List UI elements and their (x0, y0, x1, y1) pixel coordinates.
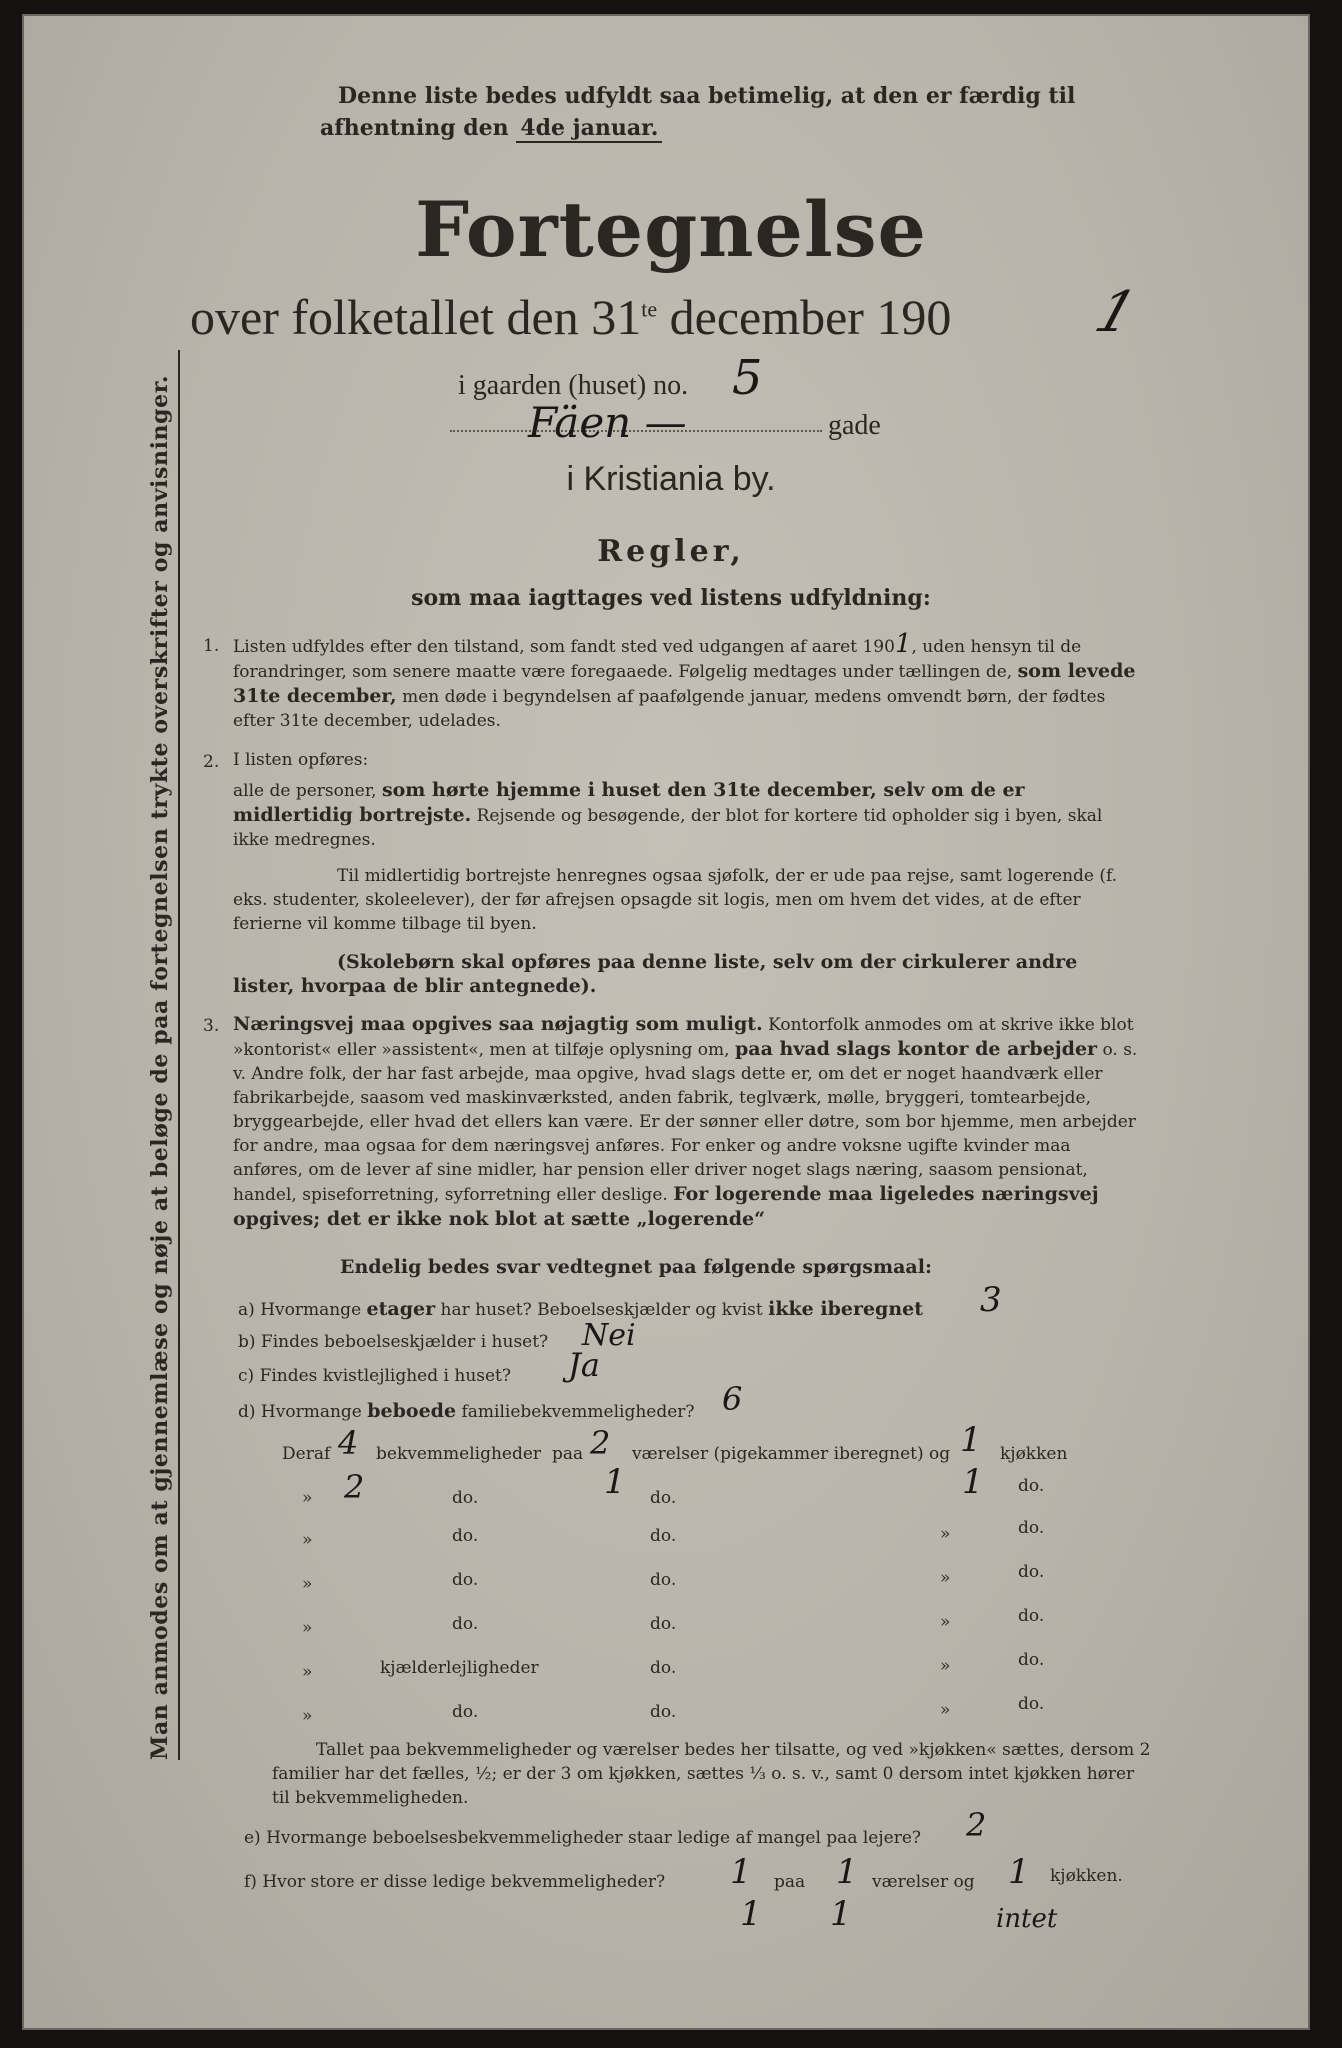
ditto-mark: » (302, 1488, 313, 1508)
question-e-label: e) (244, 1828, 261, 1848)
do-cell: do. (1018, 1518, 1045, 1538)
notice-line-2 (320, 112, 1140, 144)
table-kjokken-label: kjøkken (1000, 1444, 1068, 1464)
rule-1-b: , uden hensyn til de forandringer, som senere maatte være foregaaede. Følgelig medtages under tællingen de, (233, 637, 1082, 682)
table-paa: paa (552, 1444, 584, 1464)
rules-heading: Regler, (597, 534, 745, 569)
ditto-mark: » (940, 1568, 951, 1588)
question-e (244, 1828, 921, 1848)
table-bekv: bekvemmeligheder (376, 1444, 542, 1464)
ditto-mark: » (940, 1700, 951, 1720)
question-d-label: d) (238, 1402, 256, 1422)
row2-count: 2 (344, 1468, 365, 1506)
ditto-mark: » (302, 1530, 313, 1550)
rule-2-b: Rejsende og besøgende, der blot for kortere tid opholder sig i byen, skal ikke medregnes. (233, 806, 1103, 850)
question-d (238, 1400, 695, 1422)
rule-3-bold-2: paa hvad slags kontor de arbejder (734, 1038, 1098, 1060)
answer-f-a2: 1 (836, 1852, 858, 1892)
rule-2-number: 2. (203, 752, 220, 772)
table-vaerelser-label: værelser (pigekammer iberegnet) og (632, 1444, 951, 1464)
rule-3-b: o. s. v. Andre folk, der har fast arbejde, maa opgive, hvad slags dette er, om det er noget haandværk eller fabrikarbejde, saasom ved maskinværksted, anden fabrik, teglværk, mølle, bryggeri, tomtearbejde, bryggearbejde, eller hvad det ellers kan være. Er der sønner eller døtre, som bor hjemme, men arbejder for andre, maa ogsaa for dem næringsvej anføres. For enker og andre voksne ugifte kvinder maa anføres, om de lever af sine midler, har pension eller driver noget slags næring, saasom pensionat, handel, spiseforretning, syforretning eller deslige. (233, 1040, 1138, 1205)
do-cell: do. (452, 1570, 479, 1590)
rule-3-bold-1: Næringsvej maa opgives saa nøjagtig som muligt. (233, 1013, 763, 1035)
rule-3-bold-3: For logerende maa ligeledes næringsvej opgives; det er ikke nok blot at sætte „logerende“ (233, 1183, 1099, 1230)
question-c-text: Findes kvistlejlighed i huset? (259, 1366, 512, 1386)
do-cell: do. (650, 1488, 677, 1508)
ditto-mark: » (302, 1574, 313, 1594)
do-cell: do. (650, 1526, 677, 1546)
question-a-text2: har huset? Beboelseskjælder og kvist (440, 1300, 763, 1320)
answer-e: 2 (966, 1806, 987, 1844)
rule-2-a: alle de personer, (233, 781, 377, 801)
do-cell: do. (650, 1702, 677, 1722)
question-f (244, 1872, 665, 1892)
rule-2-intro: I listen opføres: (233, 750, 369, 770)
do-cell: do. (650, 1570, 677, 1590)
subtitle-sup: te (641, 296, 658, 322)
question-c-label: c) (238, 1366, 255, 1386)
census-subtitle (190, 288, 951, 346)
do-cell: do. (650, 1614, 677, 1634)
answer-f-a1: 1 (730, 1852, 752, 1892)
handwritten-street-name: Fäen — (528, 398, 687, 447)
kjaelder-label: kjælderlejligheder (380, 1658, 539, 1678)
ditto-mark: » (302, 1618, 313, 1638)
rule-1-c: men døde i begyndelsen af paafølgende januar, medens omvendt børn, der fødtes efter 31te december, udelades. (233, 687, 1106, 731)
rule-2-bold: som hørte hjemme i huset den 31te december, selv om de er midlertidig bortrejste. (233, 779, 1025, 826)
question-e-text: Hvormange beboelsesbekvemmeligheder staar ledige af mangel paa lejere? (266, 1828, 921, 1848)
do-cell: do. (452, 1488, 479, 1508)
row2-kjokken: 1 (962, 1462, 984, 1502)
subtitle-prefix: over folketallet den 31 (190, 289, 642, 345)
rule-1-a: Listen udfyldes efter den tilstand, som fandt sted ved udgangen af aaret 190 (233, 637, 895, 657)
answer-d: 6 (722, 1380, 743, 1418)
question-f-kjok: kjøkken. (1050, 1866, 1123, 1886)
ditto-mark: » (940, 1612, 951, 1632)
question-a-text: Hvormange (260, 1300, 362, 1320)
questions-heading: Endelig bedes svar vedtegnet paa følgende spørgsmaal: (340, 1256, 932, 1278)
question-d-text: Hvormange (260, 1402, 362, 1422)
do-cell: do. (1018, 1562, 1045, 1582)
do-cell: do. (1018, 1606, 1045, 1626)
rule-2-text (233, 778, 1143, 852)
question-f-text: Hvor store er disse ledige bekvemmeligheder? (262, 1872, 666, 1892)
question-f-paa: paa (774, 1872, 806, 1892)
question-f-vaer: værelser og (872, 1872, 975, 1892)
page-title: Fortegnelse (415, 185, 927, 274)
table-deraf: Deraf (282, 1444, 331, 1464)
rule-3-text (233, 1012, 1143, 1232)
question-b-text: Findes beboelseskjælder i huset? (260, 1332, 549, 1352)
do-cell: do. (452, 1614, 479, 1634)
ditto-mark: » (940, 1524, 951, 1544)
handwritten-year-digit: 1 (1087, 280, 1145, 345)
do-cell: do. (1018, 1476, 1045, 1496)
row1-vaerelser: 2 (590, 1424, 611, 1462)
rule-2-paragraph-2: Til midlertidig bortrejste henregnes ogsaa sjøfolk, der er ude paa rejse, samt logerende (f. eks. studenter, skoleelever), der før afrejsen opsagde sit logis, men om hvem det vides, at de efter ferierne vil komme tilbage til byen. (233, 866, 1118, 934)
question-d-bold: beboede (367, 1400, 457, 1422)
question-a-bold: etager (366, 1298, 436, 1320)
sidebar-instruction: Man anmodes om at gjennemlæse og nøje at beløge de paa fortegnelsen trykte overskrifter og anvisninger. (147, 374, 173, 1760)
do-cell: do. (650, 1658, 677, 1678)
question-a (238, 1298, 923, 1320)
notice-line-2-prefix: afhentning den (320, 115, 509, 141)
answer-f-b1: 1 (740, 1894, 762, 1934)
pickup-notice (320, 80, 1140, 144)
answer-f-b2: 1 (830, 1894, 852, 1934)
kitchen-footnote: Tallet paa bekvemmeligheder og værelser bedes her tilsatte, og ved »kjøkken« sættes, dersom 2 familier har det fælles, ½; er der 3 om kjøkken, sættes ⅓ o. s. v., samt 0 dersom intet kjøkken hører til bekvemmeligheden. (272, 1740, 1151, 1808)
ditto-mark: » (302, 1662, 313, 1682)
answer-f-a3: 1 (1008, 1852, 1030, 1892)
answer-a-etager: 3 (980, 1280, 1002, 1320)
question-b-label: b) (238, 1332, 256, 1352)
question-a-label: a) (238, 1300, 255, 1320)
do-cell: do. (452, 1526, 479, 1546)
question-f-label: f) (244, 1872, 257, 1892)
rule-3-a: Kontorfolk anmodes om at skrive ikke blot »kontorist« eller »assistent«, men at tilføje oplysning om, (233, 1015, 1134, 1060)
rules-subheading: som maa iagttages ved listens udfyldning: (411, 585, 931, 611)
do-cell: do. (452, 1702, 479, 1722)
answer-f-b3: intet (996, 1904, 1058, 1934)
rule-1-year-hw: 1 (894, 629, 912, 659)
answer-b: Nei (582, 1318, 636, 1353)
question-a-bold2: ikke iberegnet (768, 1298, 924, 1320)
do-cell: do. (1018, 1694, 1045, 1714)
row1-count: 4 (338, 1424, 359, 1462)
do-cell: do. (1018, 1650, 1045, 1670)
subtitle-suffix: december 190 (669, 289, 952, 345)
pickup-date: 4de januar. (516, 115, 662, 143)
rule-1-text (233, 629, 1143, 733)
ditto-mark: » (940, 1656, 951, 1676)
row2-vaerelser: 1 (604, 1462, 626, 1502)
row1-kjokken: 1 (960, 1420, 982, 1460)
gaard-label: i gaarden (huset) no. (458, 370, 689, 401)
rule-3-number: 3. (203, 1016, 220, 1036)
ditto-mark: » (302, 1706, 313, 1726)
city-label: i Kristiania by. (566, 460, 776, 498)
notice-line-1: Denne liste bedes udfyldt saa betimelig, at den er færdig til (338, 83, 1076, 109)
rule-1-number: 1. (203, 636, 220, 656)
answer-c: Ja (568, 1346, 600, 1384)
gade-label: gade (828, 410, 881, 441)
question-c (238, 1366, 511, 1386)
question-d-text2: familiebekvemmeligheder? (461, 1402, 695, 1422)
handwritten-house-number: 5 (732, 350, 763, 406)
rule-2-paragraph-3: (Skolebørn skal opføres paa denne liste, selv om der cirkulerer andre lister, hvorpaa de blir antegnede). (233, 951, 1078, 997)
question-b (238, 1332, 548, 1352)
rule-1-bold: som levede 31te december, (233, 660, 1136, 707)
